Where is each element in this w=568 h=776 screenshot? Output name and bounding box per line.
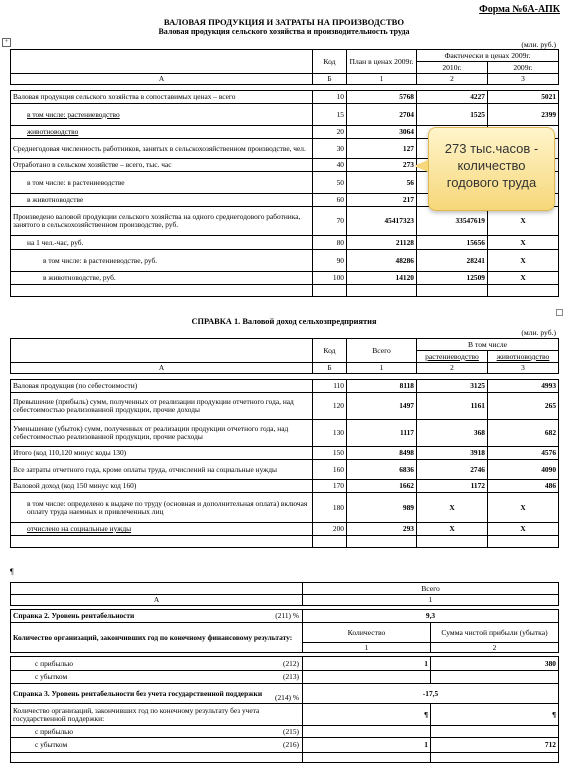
row-zhiv: 4993 <box>488 380 559 393</box>
label-a: А <box>11 74 313 85</box>
loss2-code: (216) <box>282 740 299 749</box>
row-f2009: X <box>488 236 559 250</box>
label-b: Б <box>313 363 347 374</box>
page-subtitle: Валовая продукция сельского хозяйства и производительность труда <box>158 27 410 36</box>
row-plan: 273 <box>347 159 417 172</box>
profit-row <box>11 657 559 671</box>
row-f2009: X <box>488 207 559 236</box>
spravka1-title: СПРАВКА 1. Валовой доход сельхозпредприятия <box>191 317 377 326</box>
header-2010: 2010г. <box>417 62 488 74</box>
spravka2-value: 9,3 <box>303 610 559 623</box>
count2-label: Количество организаций, закончивших год по конечному результату без учета государственной поддержки: <box>11 704 303 726</box>
row-plan: 45417323 <box>347 207 417 236</box>
row-code: 130 <box>313 420 347 447</box>
label-c1: 1 <box>303 643 431 653</box>
row-code: 200 <box>313 523 347 536</box>
row-name: отчислено на социальные нужды <box>11 523 313 536</box>
row-total: 6836 <box>347 460 417 480</box>
header-rast: растениеводство <box>417 351 488 363</box>
header-incl: В том числе <box>417 339 559 351</box>
table-row <box>11 523 559 536</box>
loss2-count: 1 <box>303 738 431 753</box>
label-a: А <box>11 595 303 606</box>
header-total: Всего <box>347 339 417 363</box>
row-total: 8498 <box>347 447 417 460</box>
row-plan: 21128 <box>347 236 417 250</box>
count2-sum: ¶ <box>431 704 559 726</box>
row-name: в животноводстве, руб. <box>11 272 313 285</box>
row-name: Превышение (прибыль) сумм, полученных от реализации продукции отчетного года, над себестоимостью реализованной продукции, прочие доходы <box>11 393 313 420</box>
row-rast: 1161 <box>417 393 488 420</box>
spravka3-value: -17,5 <box>303 684 559 704</box>
row-zhiv: 265 <box>488 393 559 420</box>
callout-pointer <box>414 160 428 172</box>
header-fact: Фактически в ценах 2009г. <box>417 50 559 62</box>
profitability-table <box>10 582 559 763</box>
table-row <box>11 272 559 285</box>
row-f2009: 5021 <box>488 91 559 104</box>
row-zhiv: 4090 <box>488 460 559 480</box>
table-move-handle[interactable]: + <box>2 38 11 47</box>
profit2-label: с прибылью <box>35 726 74 736</box>
row-rast: 3125 <box>417 380 488 393</box>
callout-text: 273 тыс.часов - количество годового труда <box>444 141 539 190</box>
table-row <box>11 447 559 460</box>
row-code: 15 <box>313 104 347 126</box>
row-name: Валовая продукция (по себестоимости) <box>11 380 313 393</box>
row-zhiv: X <box>488 523 559 536</box>
row-code: 150 <box>313 447 347 460</box>
spravka2-code: (211) % <box>275 611 299 620</box>
header-sum: Сумма чистой прибыли (убытка) <box>431 623 559 643</box>
row-zhiv: X <box>488 493 559 523</box>
table-row <box>11 250 559 272</box>
row-plan: 2704 <box>347 104 417 126</box>
header-code: Код <box>313 50 347 74</box>
row-total: 1117 <box>347 420 417 447</box>
row-zhiv: 4576 <box>488 447 559 460</box>
spravka1-unit: (млн. руб.) <box>521 328 556 337</box>
row-code: 170 <box>313 480 347 493</box>
spravka3-label: Справка 3. Уровень рентабельности без учета государственной поддержки <box>13 688 263 698</box>
row-zhiv: 682 <box>488 420 559 447</box>
form-label: Форма №6А-АПК <box>479 4 560 15</box>
label-1: 1 <box>303 595 559 606</box>
row-code: 20 <box>313 126 347 139</box>
loss2-sum: 712 <box>431 738 559 753</box>
table-row <box>11 91 559 104</box>
profit-label: с прибылью <box>35 658 74 668</box>
label-b: Б <box>313 74 347 85</box>
row-code: 180 <box>313 493 347 523</box>
row-name: Валовой доход (код 150 минус код 160) <box>11 480 313 493</box>
row-name: Уменьшение (убыток) сумм, полученных от реализации продукции отчетного года, над себестоимостью реализованной продукции, прочие расходы <box>11 420 313 447</box>
profit2-count <box>303 726 431 738</box>
row-total: 1497 <box>347 393 417 420</box>
header-zhiv: животноводство <box>488 351 559 363</box>
row-plan: 127 <box>347 139 417 159</box>
row-plan: 56 <box>347 172 417 194</box>
row-code: 50 <box>313 172 347 194</box>
table-row <box>11 460 559 480</box>
row-name: в том числе: растениеводство <box>11 104 313 126</box>
row-code: 90 <box>313 250 347 272</box>
row-rast: 1172 <box>417 480 488 493</box>
spravka2-row <box>11 610 559 623</box>
callout-note <box>428 127 555 211</box>
row-f2010: 15656 <box>417 236 488 250</box>
loss-label: с убытком <box>35 672 68 681</box>
row-name: Отработано в сельском хозяйстве – всего, тыс. час <box>11 159 313 172</box>
row-code: 120 <box>313 393 347 420</box>
unit-label: (млн. руб.) <box>521 40 556 49</box>
row-code: 30 <box>313 139 347 159</box>
row-f2009: 2399 <box>488 104 559 126</box>
row-name: Итого (код 110,120 минус коды 130) <box>11 447 313 460</box>
spravka3-code: (214) % <box>274 693 299 702</box>
label-1: 1 <box>347 74 417 85</box>
header-name-cell <box>11 339 313 363</box>
label-1: 1 <box>347 363 417 374</box>
row-code: 110 <box>313 380 347 393</box>
row-code: 80 <box>313 236 347 250</box>
row-total: 293 <box>347 523 417 536</box>
row-code: 10 <box>313 91 347 104</box>
table-row <box>11 420 559 447</box>
table-row-empty <box>11 285 559 297</box>
row-plan: 48286 <box>347 250 417 272</box>
label-3: 3 <box>488 363 559 374</box>
table-row <box>11 104 559 126</box>
row-rast: 368 <box>417 420 488 447</box>
loss2-label: с убытком <box>35 740 68 749</box>
table-row <box>11 480 559 493</box>
table-row <box>11 236 559 250</box>
row-name: в том числе: в растениеводстве <box>11 172 313 194</box>
gross-income-table <box>10 338 559 548</box>
row-rast: X <box>417 493 488 523</box>
profit-count: 1 <box>303 657 431 671</box>
row-code: 40 <box>313 159 347 172</box>
header-total: Всего <box>303 583 559 595</box>
table-row-empty <box>11 536 559 548</box>
header-code: Код <box>313 339 347 363</box>
row-name: в том числе: определено к выдаче по труду (основная и дополнительная оплата) включая оплату труда наемных и привлеченных лиц <box>11 493 313 523</box>
table-row <box>11 493 559 523</box>
header-plan: План в ценах 2009г. <box>347 50 417 74</box>
table-row <box>11 380 559 393</box>
paragraph-mark: ¶ <box>10 567 14 576</box>
label-2: 2 <box>417 363 488 374</box>
row-plan: 3064 <box>347 126 417 139</box>
profit2-code: (215) <box>282 726 299 736</box>
row-f2009: X <box>488 250 559 272</box>
spravka3-row <box>11 684 559 704</box>
table-row-empty <box>11 753 559 763</box>
row-total: 989 <box>347 493 417 523</box>
label-2: 2 <box>417 74 488 85</box>
row-code: 100 <box>313 272 347 285</box>
row-code: 160 <box>313 460 347 480</box>
loss-row <box>11 671 559 684</box>
row-f2010: 4227 <box>417 91 488 104</box>
row-plan: 5768 <box>347 91 417 104</box>
profit2-sum <box>431 726 559 738</box>
row-code: 60 <box>313 194 347 207</box>
loss-sum <box>431 671 559 684</box>
profit2-row <box>11 726 559 738</box>
profit-code: (212) <box>282 658 299 668</box>
row-f2010: 28241 <box>417 250 488 272</box>
loss-code: (213) <box>282 672 299 681</box>
loss2-row <box>11 738 559 753</box>
row-total: 8118 <box>347 380 417 393</box>
spravka2-label: Справка 2. Уровень рентабельности <box>13 611 135 620</box>
row-f2010: 33547619 <box>417 207 488 236</box>
row-rast: 2746 <box>417 460 488 480</box>
count-label: Количество организаций, закончивших год по конечному финансовому результату: <box>11 623 303 653</box>
loss-count <box>303 671 431 684</box>
row-name: в животноводстве <box>11 194 313 207</box>
table-row <box>11 393 559 420</box>
row-plan: 217 <box>347 194 417 207</box>
resize-handle[interactable] <box>556 309 563 316</box>
header-name-cell <box>11 50 313 74</box>
row-name: Валовая продукция сельского хозяйства в сопоставимых ценах – всего <box>11 91 313 104</box>
row-total: 1662 <box>347 480 417 493</box>
count2-count: ¶ <box>303 704 431 726</box>
header-count: Количество <box>303 623 431 643</box>
row-f2010: 1525 <box>417 104 488 126</box>
row-f2010: 12509 <box>417 272 488 285</box>
row-rast: 3918 <box>417 447 488 460</box>
row-name: Среднегодовая численность работников, занятых в сельскохозяйственном производстве, чел. <box>11 139 313 159</box>
label-3: 3 <box>488 74 559 85</box>
row-zhiv: 486 <box>488 480 559 493</box>
label-a: А <box>11 363 313 374</box>
row-name: животноводство <box>11 126 313 139</box>
row-name: на 1 чел.-час, руб. <box>11 236 313 250</box>
header-2009: 2009г. <box>488 62 559 74</box>
label-c2: 2 <box>431 643 559 653</box>
row-name: Все затраты отчетного года, кроме оплаты труда, отчислений на социальные нужды <box>11 460 313 480</box>
row-name: Произведено валовой продукции сельского хозяйства на одного среднегодового работника, занятого в сельскохозяйственном производстве, руб. <box>11 207 313 236</box>
row-rast: X <box>417 523 488 536</box>
header-name-cell <box>11 583 303 595</box>
row-code: 70 <box>313 207 347 236</box>
row-plan: 14120 <box>347 272 417 285</box>
row-name: в том числе: в растениеводстве, руб. <box>11 250 313 272</box>
page-title: ВАЛОВАЯ ПРОДУКЦИЯ И ЗАТРАТЫ НА ПРОИЗВОДСТВО <box>163 17 405 27</box>
row-f2009: X <box>488 272 559 285</box>
profit-sum: 380 <box>431 657 559 671</box>
